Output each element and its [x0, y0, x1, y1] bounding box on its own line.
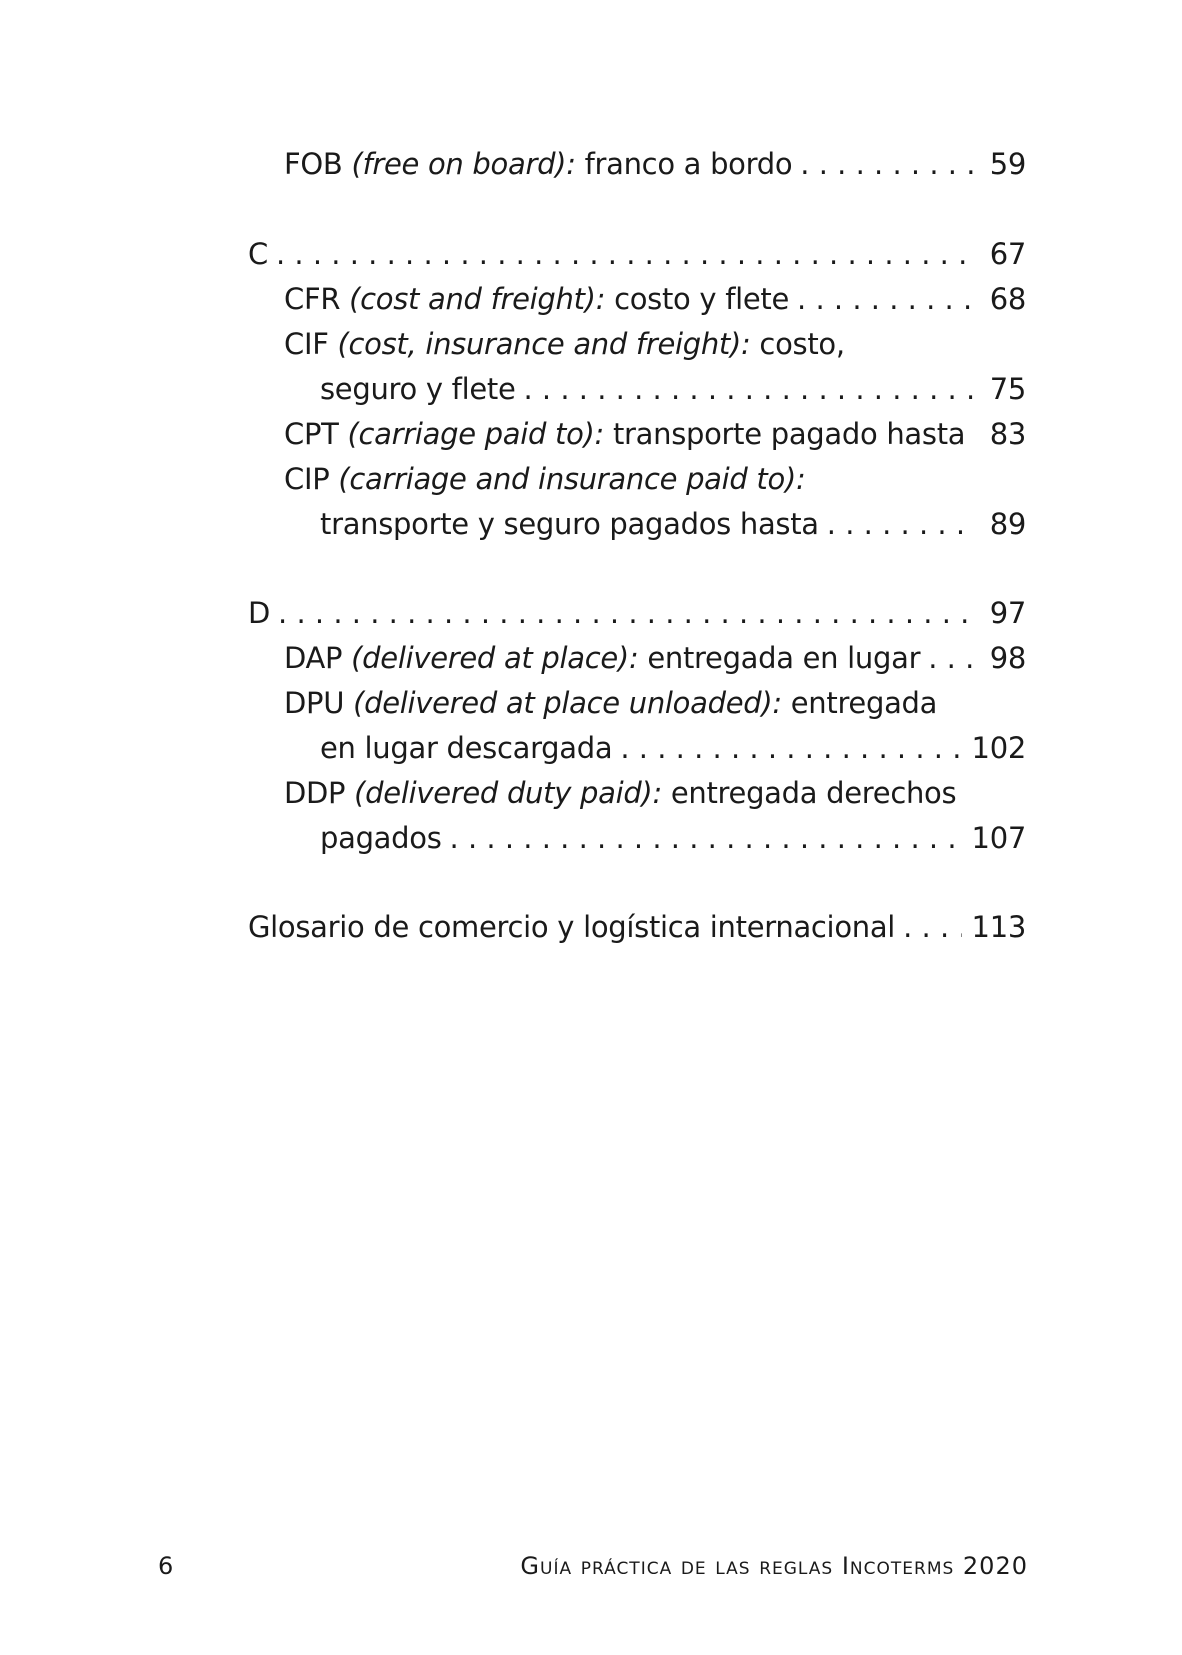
toc-entry-text: DDP (delivered duty paid): entregada derechos [284, 776, 957, 810]
toc-entry-text: pagados [320, 821, 442, 855]
toc-page-number: 67 [989, 237, 1026, 271]
toc-entry-text: DPU (delivered at place unloaded): entregada [284, 686, 938, 720]
dot-leader [450, 818, 962, 858]
toc-entry-fob [248, 144, 1026, 184]
toc-page-number: 83 [989, 417, 1026, 451]
dot-leader [524, 369, 977, 409]
dot-leader [903, 907, 961, 947]
dot-leader [797, 279, 976, 319]
toc-entry-dpu-continued [248, 728, 1026, 768]
toc-entry-glossary [248, 907, 1026, 947]
toc-entry-cfr [248, 279, 1026, 319]
dot-leader [800, 144, 976, 184]
toc-page-number: 98 [989, 641, 1026, 675]
toc-page-number: 89 [989, 507, 1026, 541]
toc-page-number: 113 [971, 910, 1026, 944]
toc-section-letter: D [248, 596, 271, 630]
toc-entry-cif [248, 324, 1026, 364]
toc-entry-text: CFR (cost and freight): costo y flete [284, 282, 790, 316]
dot-leader [278, 593, 976, 633]
toc-entry-cif-continued [248, 369, 1026, 409]
footer-page-number: 6 [158, 1552, 174, 1580]
toc-entry-text: en lugar descargada [320, 731, 613, 765]
toc-page-number: 97 [989, 596, 1026, 630]
toc-page-number: 102 [971, 731, 1026, 765]
dot-leader [928, 638, 976, 678]
toc-page-number: 59 [989, 147, 1026, 181]
toc-entry-text: CIF (cost, insurance and freight): costo, [284, 327, 845, 361]
toc-entry-text: DAP (delivered at place): entregada en lugar [284, 641, 921, 675]
toc-section-letter: C [248, 237, 268, 271]
dot-leader [620, 728, 961, 768]
toc-entry-text: CPT (carriage paid to): transporte pagado hasta [284, 417, 966, 451]
toc-page-number: 75 [989, 372, 1026, 406]
toc-section-d [248, 593, 1026, 633]
dot-leader [973, 414, 976, 454]
toc-section-c [248, 234, 1026, 274]
toc-page-number: 107 [971, 821, 1026, 855]
toc-entry-dpu [248, 683, 1026, 723]
toc-entry-cip [248, 459, 1026, 499]
toc-entry-text: seguro y flete [320, 372, 516, 406]
toc-entry-text: CIP (carriage and insurance paid to): [284, 462, 806, 496]
toc-entry-ddp [248, 773, 1026, 813]
running-head: Guía práctica de las reglas Incoterms 2020 [520, 1552, 1028, 1580]
toc-entry-cpt [248, 414, 1026, 454]
toc-entry-text: FOB (free on board): franco a bordo [284, 147, 793, 181]
toc-entry-text: transporte y seguro pagados hasta [320, 507, 819, 541]
dot-leader [827, 504, 976, 544]
toc-entry-cip-continued [248, 504, 1026, 544]
page-footer [158, 1548, 1028, 1584]
toc-entry-dap [248, 638, 1026, 678]
toc-entry-ddp-continued [248, 818, 1026, 858]
toc-page-number: 68 [989, 282, 1026, 316]
dot-leader [276, 234, 976, 274]
toc-entry-text: Glosario de comercio y logística internacional [248, 910, 896, 944]
